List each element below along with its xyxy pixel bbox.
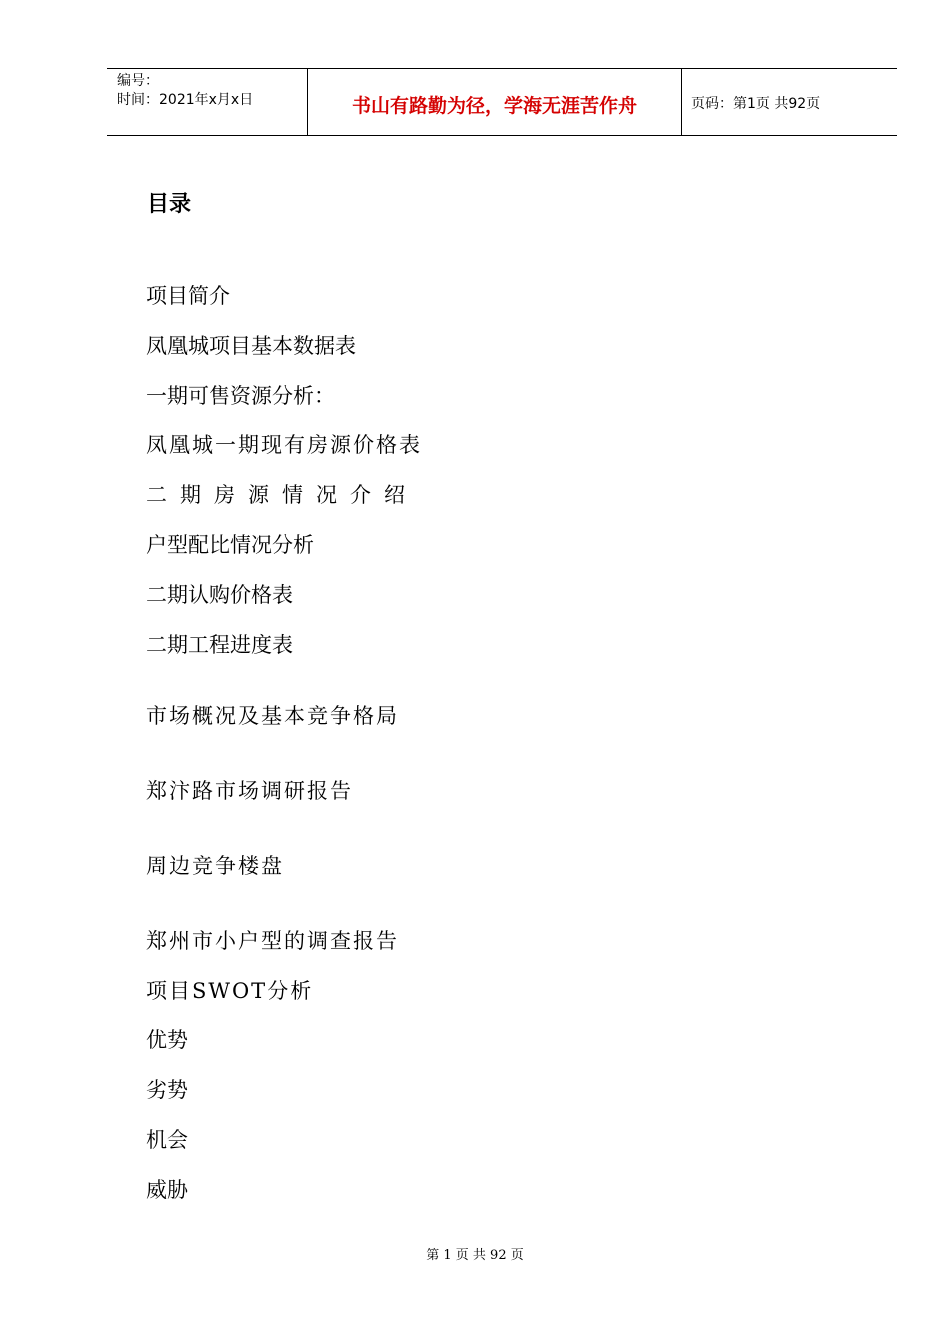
toc-item: 凤凰城项目基本数据表	[146, 334, 356, 358]
toc-item: 二期房源情况介绍	[146, 483, 418, 507]
toc-item: 项目简介	[146, 284, 230, 308]
page-footer: 第 1 页 共 92 页	[426, 1248, 524, 1263]
toc-item: 项目SWOT分析	[146, 979, 314, 1003]
page-header	[107, 68, 897, 136]
toc-item: 郑汴路市场调研报告	[146, 779, 353, 803]
toc-item: 机会	[146, 1128, 188, 1152]
toc-item: 凤凰城一期现有房源价格表	[146, 433, 422, 457]
toc-item: 市场概况及基本竞争格局	[146, 704, 399, 728]
header-page-number: 页码：第1页 共92页	[691, 96, 821, 112]
document-number-label: 编号：	[117, 73, 159, 89]
toc-item: 二期认购价格表	[146, 583, 293, 607]
toc-item: 户型配比情况分析	[146, 533, 314, 557]
toc-item: 周边竞争楼盘	[146, 854, 284, 878]
toc-item: 郑州市小户型的调查报告	[146, 929, 399, 953]
header-motto: 书山有路勤为径，学海无涯苦作舟	[308, 69, 682, 135]
toc-item: 威胁	[146, 1178, 188, 1202]
toc-item: 劣势	[146, 1078, 188, 1102]
toc-item: 一期可售资源分析：	[146, 384, 335, 408]
toc-title: 目录	[147, 192, 192, 217]
document-time-label: 时间：2021年x月x日	[117, 92, 254, 108]
toc-item: 二期工程进度表	[146, 633, 293, 657]
toc-item: 优势	[146, 1028, 188, 1052]
header-meta	[107, 69, 308, 135]
